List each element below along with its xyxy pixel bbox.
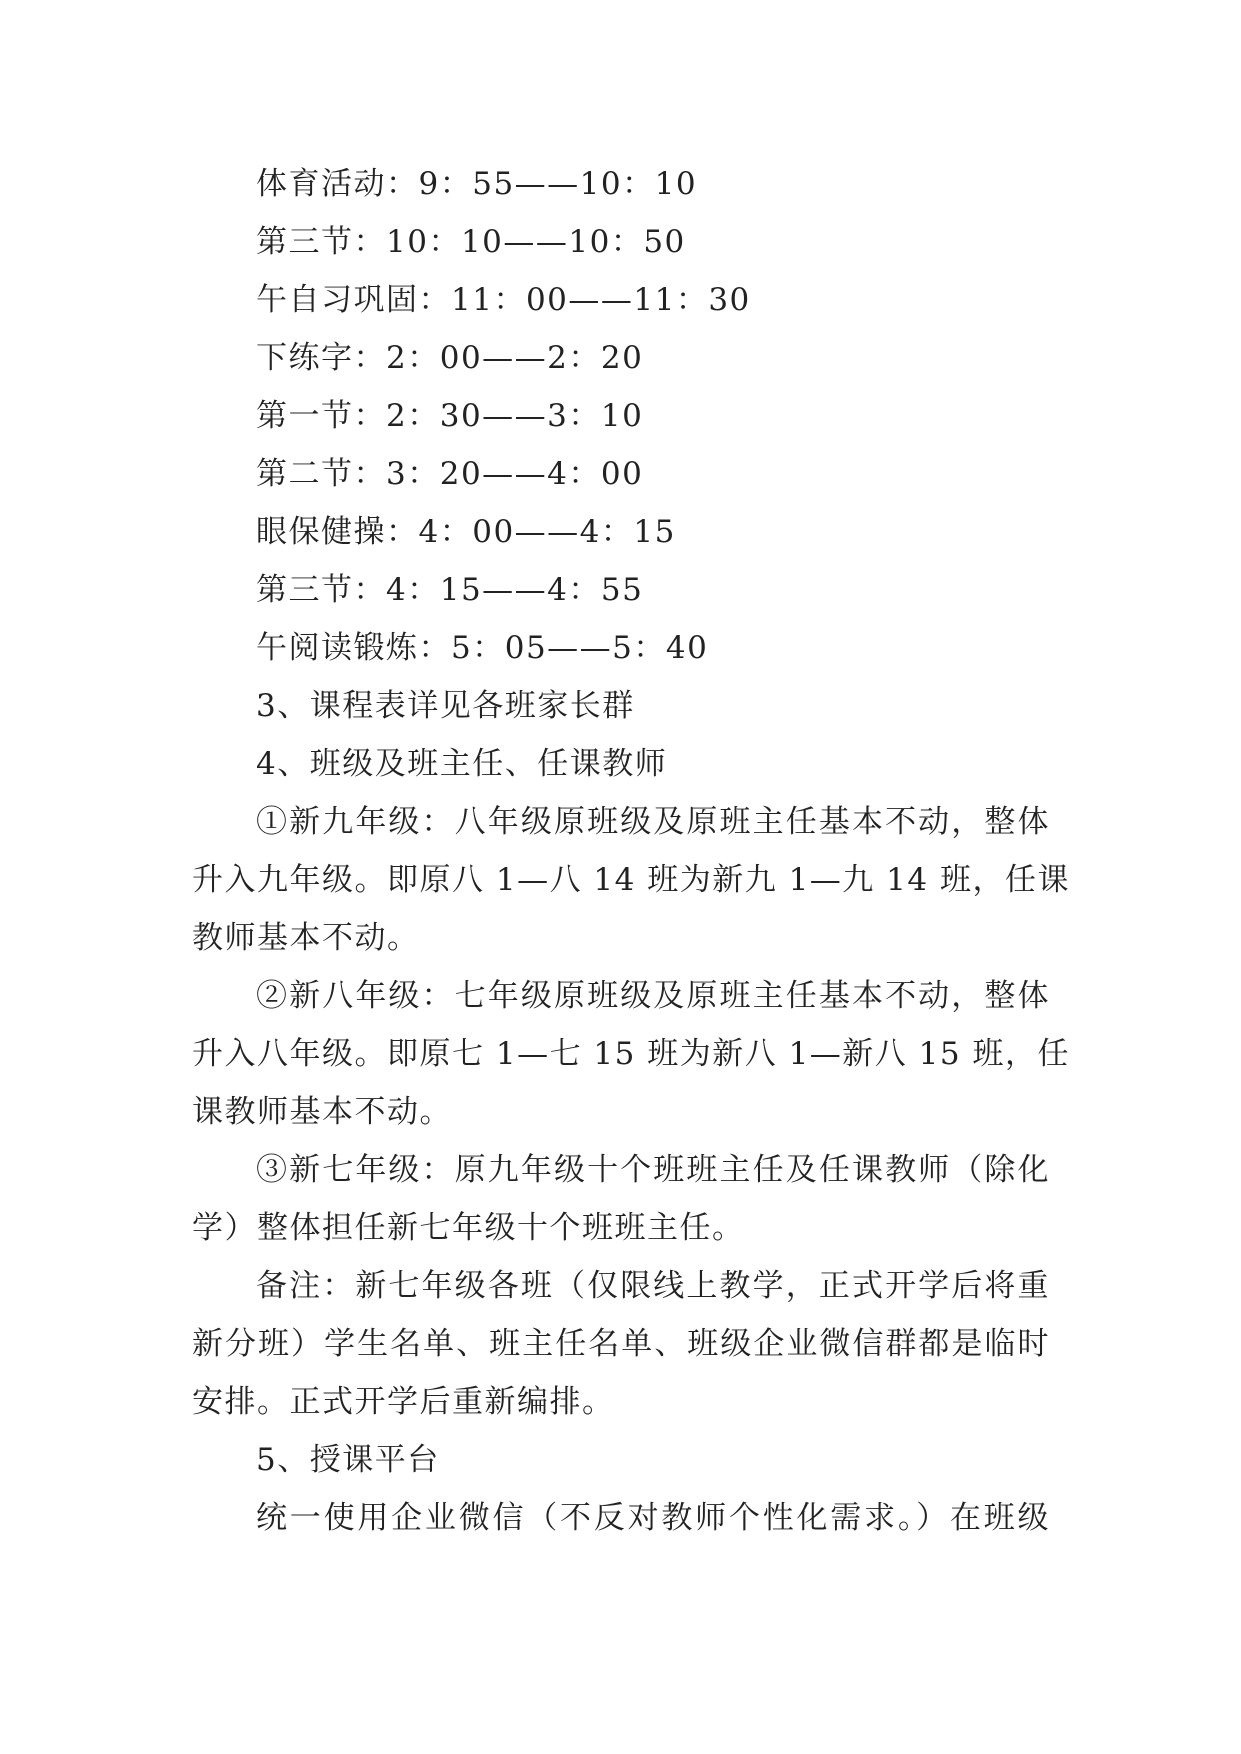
schedule-line: 第二节：3：20——4：00 bbox=[256, 456, 644, 492]
schedule-line: 下练字：2：00——2：20 bbox=[256, 340, 644, 376]
note-line: 备注：新七年级各班（仅限线上教学，正式开学后将重 bbox=[256, 1268, 1050, 1304]
note-line: 安排。正式开学后重新编排。 bbox=[192, 1384, 615, 1420]
schedule-line: 第三节：10：10——10：50 bbox=[256, 224, 686, 260]
item-5-heading: 5、授课平台 bbox=[256, 1442, 440, 1478]
schedule-line: 午阅读锻炼：5：05——5：40 bbox=[256, 630, 709, 666]
paragraph-line: 课教师基本不动。 bbox=[192, 1094, 452, 1130]
paragraph-line: ②新八年级：七年级原班级及原班主任基本不动，整体 bbox=[256, 978, 1050, 1014]
schedule-line: 第三节：4：15——4：55 bbox=[256, 572, 644, 608]
schedule-line: 眼保健操：4：00——4：15 bbox=[256, 514, 676, 550]
item-5-text: 统一使用企业微信（不反对教师个性化需求。）在班级 bbox=[256, 1500, 1050, 1536]
paragraph-line: 升入八年级。即原七 1—七 15 班为新八 1—新八 15 班，任 bbox=[192, 1036, 1070, 1072]
schedule-line: 体育活动：9：55——10：10 bbox=[256, 166, 698, 202]
note-line: 新分班）学生名单、班主任名单、班级企业微信群都是临时 bbox=[192, 1326, 1050, 1362]
paragraph-line: 教师基本不动。 bbox=[192, 920, 420, 956]
paragraph-line: 升入九年级。即原八 1—八 14 班为新九 1—九 14 班，任课 bbox=[192, 862, 1070, 898]
schedule-line: 午自习巩固：11：00——11：30 bbox=[256, 282, 751, 318]
paragraph-line: ①新九年级：八年级原班级及原班主任基本不动，整体 bbox=[256, 804, 1050, 840]
paragraph-line: ③新七年级：原九年级十个班班主任及任课教师（除化 bbox=[256, 1152, 1050, 1188]
paragraph-line: 学）整体担任新七年级十个班班主任。 bbox=[192, 1210, 745, 1246]
item-4-heading: 4、班级及班主任、任课教师 bbox=[256, 746, 668, 782]
schedule-line: 第一节：2：30——3：10 bbox=[256, 398, 644, 434]
item-3: 3、课程表详见各班家长群 bbox=[256, 688, 635, 724]
